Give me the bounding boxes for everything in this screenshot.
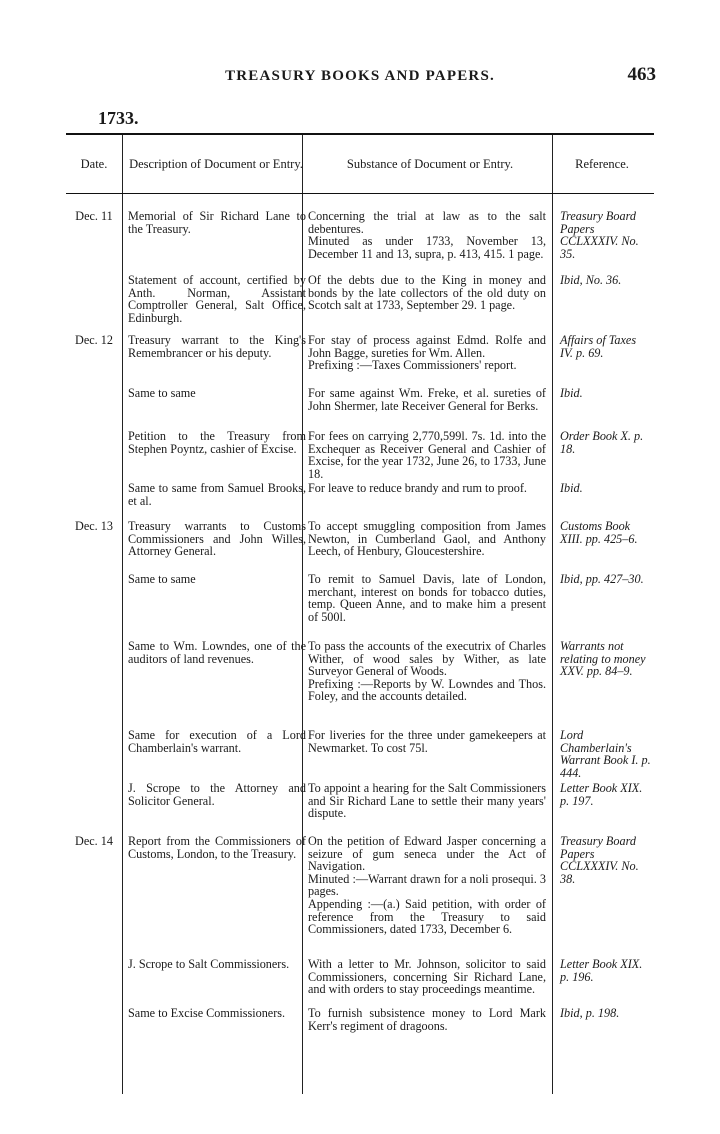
substance-paragraph: Minuted :—Warrant drawn for a noli prosequi. 3 pages. [308, 871, 546, 899]
substance-paragraph: Prefixing :—Taxes Commissioners' report. [308, 358, 517, 373]
entry-substance [308, 1007, 546, 1032]
entry-description: J. Scrope to Salt Commissioners. [128, 957, 290, 971]
substance-paragraph: To furnish subsistence money to Lord Mark Kerr's regiment of dragoons. [308, 1006, 546, 1033]
column-header-description: Description of Document or Entry. [129, 157, 303, 171]
entry-description: Treasury warrant to the King's Remembrancer or his deputy. [128, 333, 306, 360]
entry-substance [308, 958, 546, 996]
substance-paragraph: For same against Wm. Freke, et al. sureties of John Shermer, late Receiver General for Berks. [308, 386, 546, 413]
entry-reference: Letter Book XIX. p. 196. [560, 957, 643, 984]
entry-substance [308, 482, 546, 495]
entry-reference: Ibid. [560, 481, 583, 495]
entry-substance [308, 729, 546, 754]
entry-substance [308, 274, 546, 312]
entry-description: Same to same from Samuel Brooks, et al. [128, 481, 306, 508]
substance-paragraph: Concerning the trial at law as to the salt debentures. [308, 209, 546, 236]
substance-paragraph: For leave to reduce brandy and rum to proof. [308, 481, 527, 495]
entry-description: Report from the Commissioners of Customs, London, to the Treasury. [128, 834, 306, 861]
entry-description: J. Scrope to the Attorney and Solicitor General. [128, 781, 306, 808]
entry-reference: Treasury Board Papers CCLXXXIV. No. 38. [560, 834, 639, 886]
calendar-table [66, 133, 654, 1094]
entry-substance [308, 210, 546, 260]
substance-paragraph: With a letter to Mr. Johnson, solicitor to said Commissioners, concerning Sir Richard Lane, and with orders to stay proceedings meantime. [308, 957, 546, 997]
year-heading: 1733. [98, 108, 139, 128]
entry-reference: Customs Book XIII. pp. 425–6. [560, 519, 638, 546]
entry-substance [308, 430, 546, 480]
substance-paragraph: For fees on carrying 2,770,599l. 7s. 1d. into the Exchequer as Receiver General and Cashier of Excise, for the year 1732, June 26, to 1733, June 18. [308, 429, 546, 481]
entry-date: Dec. 13 [75, 519, 113, 533]
entry-substance [308, 573, 546, 623]
entry-date: Dec. 14 [75, 834, 113, 848]
entry-description: Treasury warrants to Customs Commissioners and John Willes, Attorney General. [128, 519, 306, 559]
entry-date: Dec. 11 [75, 209, 113, 223]
substance-paragraph: To remit to Samuel Davis, late of London, merchant, interest on bonds for tobacco duties, temp. Queen Anne, and to make him a present of 500l. [308, 572, 546, 624]
entry-date: Dec. 12 [75, 333, 113, 347]
table-header [66, 133, 654, 194]
column-header-substance: Substance of Document or Entry. [346, 157, 514, 171]
column-header-date: Date. [80, 157, 108, 171]
entry-reference: Ibid, p. 198. [560, 1006, 620, 1020]
entry-substance [308, 520, 546, 558]
entry-description: Statement of account, certified by Anth. Norman, Assistant Comptroller General, Salt Office, Edinburgh. [128, 273, 306, 325]
entry-reference: Order Book X. p. 18. [560, 429, 644, 456]
entry-substance [308, 334, 546, 372]
entry-description: Same to Excise Commissioners. [128, 1006, 286, 1020]
entry-reference: Affairs of Taxes IV. p. 69. [560, 333, 637, 360]
substance-paragraph: Prefixing :—Reports by W. Lowndes and Thos. Foley, and the accounts detailed. [308, 676, 546, 704]
entry-description: Memorial of Sir Richard Lane to the Treasury. [128, 209, 306, 236]
entry-reference: Ibid. [560, 386, 583, 400]
entry-reference: Ibid, pp. 427–30. [560, 572, 644, 586]
column-header-reference: Reference. [575, 157, 629, 171]
column-divider [122, 135, 123, 193]
entry-substance [308, 640, 546, 703]
entry-description: Same for execution of a Lord Chamberlain's warrant. [128, 728, 306, 755]
substance-paragraph: On the petition of Edward Jasper concerning a seizure of gum seneca under the Act of Navigation. [308, 834, 546, 874]
column-divider [302, 135, 303, 193]
substance-paragraph: To appoint a hearing for the Salt Commissioners and Sir Richard Lane to settle their many years' dispute. [308, 781, 546, 821]
entry-reference: Letter Book XIX. p. 197. [560, 781, 643, 808]
entry-substance [308, 835, 546, 936]
entry-reference: Warrants not relating to money XXV. pp. 84–9. [560, 639, 646, 679]
running-header-title: TREASURY BOOKS AND PAPERS. [225, 68, 495, 84]
table-body [66, 194, 654, 1094]
column-divider [552, 194, 553, 1094]
entry-description: Same to same [128, 572, 196, 586]
substance-paragraph: To pass the accounts of the executrix of Charles Wither, of wood sales by Wither, as late Surveyor General of Woods. [308, 639, 546, 679]
substance-paragraph: For liveries for the three under gamekeepers at Newmarket. To cost 75l. [308, 728, 546, 755]
entry-description: Petition to the Treasury from Stephen Poyntz, cashier of Excise. [128, 429, 306, 456]
entry-substance [308, 782, 546, 820]
substance-paragraph: For stay of process against Edmd. Rolfe and John Bagge, sureties for Wm. Allen. [308, 333, 546, 360]
entry-description: Same to same [128, 386, 196, 400]
entry-substance [308, 387, 546, 412]
entry-description: Same to Wm. Lowndes, one of the auditors of land revenues. [128, 639, 306, 666]
column-divider [552, 135, 553, 193]
substance-paragraph: Minuted as under 1733, November 13, December 11 and 13, supra, p. 413, 415. 1 page. [308, 234, 546, 261]
entry-reference: Ibid, No. 36. [560, 273, 622, 287]
entry-reference: Treasury Board Papers CCLXXXIV. No. 35. [560, 209, 639, 261]
substance-paragraph: Appending :—(a.) Said petition, with order of reference from the Treasury to said Commissioners, dated 1733, December 6. [308, 896, 546, 937]
entry-reference: Lord Chamberlain's Warrant Book I. p. 444. [560, 728, 651, 780]
column-divider [122, 194, 123, 1094]
substance-paragraph: To accept smuggling composition from James Newton, in Cumberland Gaol, and Anthony Leech, of Henbury, Gloucestershire. [308, 519, 546, 559]
substance-paragraph: Of the debts due to the King in money and bonds by the late collectors of the old duty on Scotch salt at 1733, September 29. 1 page. [308, 273, 546, 313]
page-number: 463 [627, 64, 656, 85]
